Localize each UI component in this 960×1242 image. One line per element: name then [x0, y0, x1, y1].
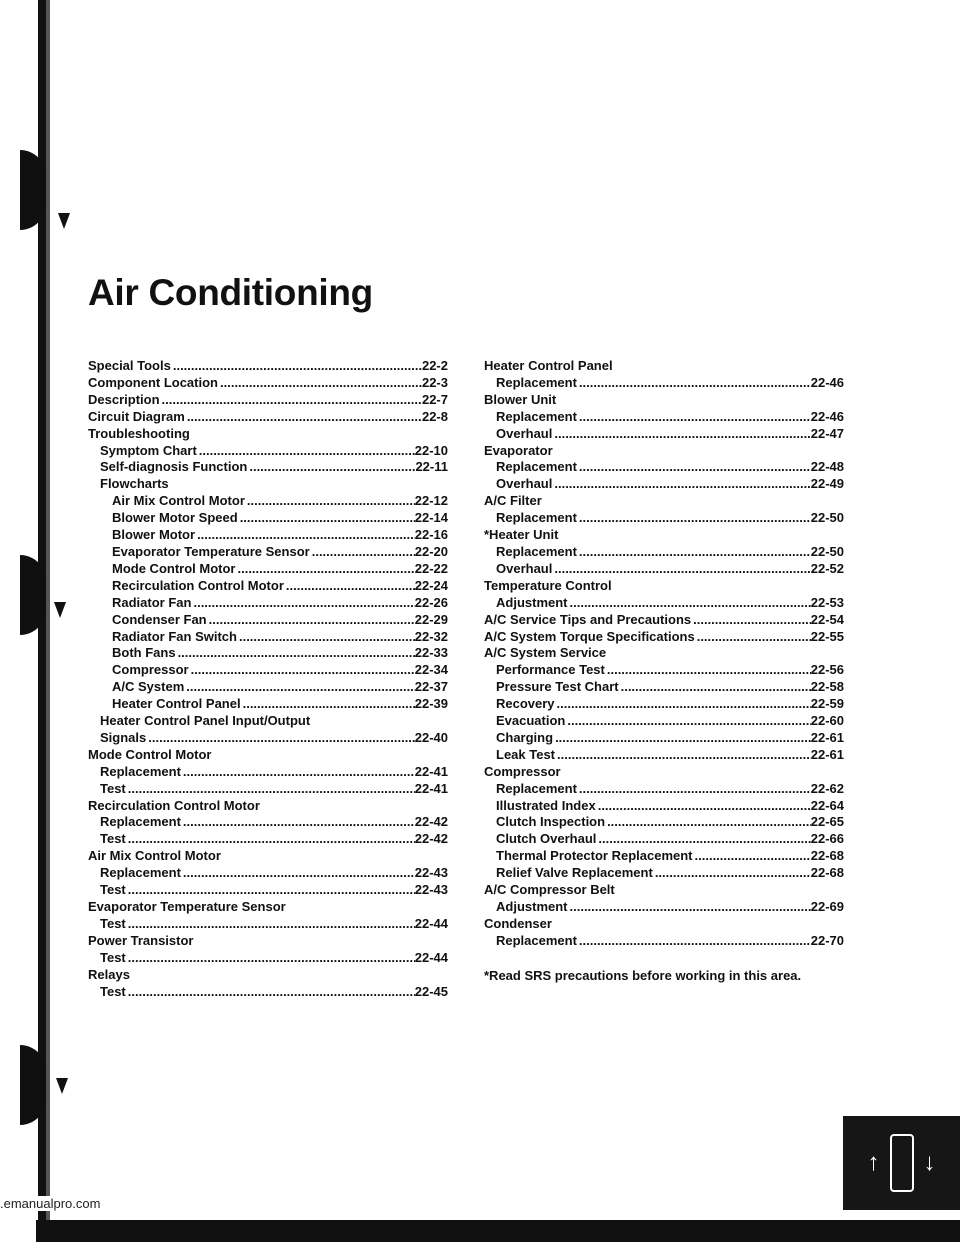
dot-leader	[160, 392, 422, 409]
toc-entry-label: Compressor	[112, 662, 189, 678]
toc-entry-page: 22-39	[414, 696, 448, 712]
toc-entry[interactable]	[88, 612, 448, 629]
toc-entry-page: 22-42	[414, 814, 448, 830]
dot-leader	[619, 679, 811, 696]
toc-entry[interactable]	[88, 662, 448, 679]
up-arrow-icon[interactable]: ↑	[867, 1149, 880, 1176]
dot-leader	[565, 713, 810, 730]
toc-entry[interactable]	[484, 798, 844, 815]
toc-entry-label: A/C System Torque Specifications	[484, 628, 695, 644]
dot-leader	[126, 882, 415, 899]
toc-entry-page: 22-22	[414, 560, 448, 576]
toc-entry-label: Replacement	[100, 814, 181, 830]
dot-leader	[553, 730, 811, 747]
dot-leader	[577, 781, 811, 798]
toc-entry-page: 22-56	[810, 662, 844, 678]
toc-entry[interactable]	[484, 713, 844, 730]
toc-entry-page: 22-44	[414, 915, 448, 931]
toc-entry[interactable]	[88, 375, 448, 392]
toc-heading: Troubleshooting	[88, 425, 190, 441]
toc-entry-page: 22-43	[414, 865, 448, 881]
dot-leader	[181, 814, 415, 831]
dot-leader	[555, 747, 811, 764]
toc-entry[interactable]	[88, 409, 448, 426]
dot-leader	[596, 798, 811, 815]
toc-entry-label: Clutch Overhaul	[496, 831, 597, 847]
toc-entry[interactable]	[484, 595, 844, 612]
toc-entry[interactable]	[88, 595, 448, 612]
toc-entry-page: 22-48	[810, 459, 844, 475]
toc-entry-label: Adjustment	[496, 594, 568, 610]
dot-leader	[577, 933, 811, 950]
dot-leader	[171, 358, 422, 375]
toc-entry[interactable]	[484, 679, 844, 696]
toc-heading: Mode Control Motor	[88, 746, 212, 762]
dot-leader	[235, 561, 414, 578]
dot-leader	[284, 578, 415, 595]
toc-entry-label: Overhaul	[496, 425, 553, 441]
toc-entry-page: 22-68	[810, 848, 844, 864]
toc-entry-label: A/C System	[112, 679, 185, 695]
toc-entry[interactable]	[484, 561, 844, 578]
toc-entry-page: 22-37	[414, 679, 448, 695]
dot-leader	[596, 831, 810, 848]
toc-entry-label: Blower Motor Speed	[112, 510, 238, 526]
dot-leader	[237, 629, 415, 646]
toc-entry-label: Radiator Fan Switch	[112, 628, 237, 644]
toc-entry[interactable]	[484, 662, 844, 679]
toc-entry[interactable]	[484, 747, 844, 764]
toc-heading: Temperature Control	[484, 577, 612, 593]
toc-entry[interactable]	[484, 426, 844, 443]
toc-entry-label: Signals	[100, 729, 147, 745]
toc-entry-label: Condenser Fan	[112, 611, 207, 627]
registration-arrow-icon	[58, 213, 70, 229]
toc-entry-page: 22-61	[810, 746, 844, 762]
toc-entry-page: 22-12	[414, 493, 448, 509]
toc-entry[interactable]	[88, 764, 448, 781]
toc-entry-page: 22-68	[810, 865, 844, 881]
toc-entry-label: Clutch Inspection	[496, 814, 606, 830]
toc-entry[interactable]	[484, 544, 844, 561]
toc-entry-label: A/C Service Tips and Precautions	[484, 611, 692, 627]
toc-entry[interactable]	[88, 544, 448, 561]
toc-heading: Flowcharts	[100, 476, 169, 492]
toc-entry-page: 22-8	[421, 408, 448, 424]
toc-entry-page: 22-42	[414, 831, 448, 847]
toc-entry-label: Replacement	[100, 865, 181, 881]
toc-entry-label: Pressure Test Chart	[496, 679, 619, 695]
toc-entry-label: Test	[100, 831, 126, 847]
toc-entry-label: Replacement	[496, 543, 577, 559]
dot-leader	[218, 375, 422, 392]
dot-leader	[247, 459, 415, 476]
toc-entry-label: Both Fans	[112, 645, 176, 661]
toc-entry-label: Recovery	[496, 696, 555, 712]
toc-entry-label: Circuit Diagram	[88, 408, 185, 424]
toc-entry-label: Charging	[496, 729, 554, 745]
toc-entry-label: Performance Test	[496, 662, 605, 678]
page-title: Air Conditioning	[88, 272, 373, 313]
toc-entry[interactable]	[88, 443, 448, 460]
toc-entry[interactable]	[484, 831, 844, 848]
dot-leader	[181, 865, 415, 882]
registration-arrow-icon	[54, 602, 66, 618]
toc-entry-page: 22-2	[421, 358, 448, 373]
dot-leader	[189, 662, 415, 679]
dot-leader	[126, 781, 415, 798]
dot-leader	[126, 984, 415, 1001]
toc-entry[interactable]	[484, 409, 844, 426]
dot-leader	[605, 814, 811, 831]
toc-entry[interactable]	[88, 984, 448, 1001]
toc-entry-label: Test	[100, 780, 126, 796]
dot-leader	[555, 696, 811, 713]
toc-entry-label: Replacement	[496, 780, 577, 796]
dot-leader	[195, 527, 415, 544]
watermark-url: .emanualpro.com	[0, 1196, 104, 1211]
toc-entry-page: 22-40	[414, 729, 448, 745]
dot-leader	[126, 950, 415, 967]
toc-heading: A/C System Service	[484, 645, 607, 661]
dot-leader	[191, 595, 414, 612]
toc-entry-page: 22-14	[414, 510, 448, 526]
toc-heading: Compressor	[484, 763, 561, 779]
down-arrow-icon[interactable]: ↓	[923, 1149, 936, 1176]
toc-entry[interactable]	[88, 459, 448, 476]
toc-entry[interactable]	[484, 933, 844, 950]
toc-entry-page: 22-69	[810, 899, 844, 914]
toc-entry-label: Thermal Protector Replacement	[496, 848, 693, 864]
dot-leader	[185, 409, 422, 426]
toc-entry[interactable]	[484, 510, 844, 527]
toc-entry[interactable]	[88, 865, 448, 882]
toc-entry-label: Mode Control Motor	[112, 560, 236, 576]
toc-entry-page: 22-33	[414, 645, 448, 661]
toc-entry-page: 22-59	[810, 696, 844, 712]
toc-heading: A/C Compressor Belt	[484, 882, 615, 898]
toc-entry[interactable]	[88, 527, 448, 544]
toc-entry-label: Self-diagnosis Function	[100, 459, 248, 475]
toc-entry-label: Air Mix Control Motor	[112, 493, 245, 509]
toc-entry[interactable]	[484, 781, 844, 798]
dot-leader	[552, 476, 810, 493]
srs-note: *Read SRS precautions before working in this area.	[484, 967, 802, 983]
dot-leader	[176, 645, 415, 662]
dot-leader	[568, 899, 811, 916]
toc-entry-page: 22-46	[810, 374, 844, 390]
toc-entry[interactable]	[484, 730, 844, 747]
toc-entry-page: 22-41	[414, 763, 448, 779]
dot-leader	[552, 561, 810, 578]
dot-leader	[207, 612, 415, 629]
dot-leader	[577, 510, 811, 527]
toc-entry-page: 22-53	[810, 594, 844, 610]
toc-entry[interactable]	[88, 493, 448, 510]
dot-leader	[184, 679, 415, 696]
toc-entry-label: Symptom Chart	[100, 442, 197, 458]
dot-leader	[695, 629, 811, 646]
toc-entry[interactable]	[484, 865, 844, 882]
toc-entry[interactable]	[484, 696, 844, 713]
toc-heading: Evaporator Temperature Sensor	[88, 899, 286, 914]
toc-heading: Recirculation Control Motor	[88, 797, 260, 813]
toc-entry-page: 22-10	[414, 442, 448, 458]
toc-entry-label: Special Tools	[88, 358, 171, 373]
toc-entry-label: Relief Valve Replacement	[496, 865, 653, 881]
toc-entry-page: 22-65	[810, 814, 844, 830]
toc-entry[interactable]	[88, 629, 448, 646]
toc-entry-label: Test	[100, 915, 126, 931]
toc-entry[interactable]	[484, 848, 844, 865]
toc-entry-page: 22-3	[421, 374, 448, 390]
toc-entry-page: 22-70	[810, 932, 844, 948]
toc-heading: Power Transistor	[88, 932, 194, 948]
toc-entry-label: Test	[100, 882, 126, 898]
toc-entry-page: 22-62	[810, 780, 844, 796]
toc-entry[interactable]	[88, 730, 448, 747]
toc-entry[interactable]	[88, 645, 448, 662]
toc-entry-label: Overhaul	[496, 476, 553, 492]
toc-heading: A/C Filter	[484, 493, 542, 509]
toc-entry-label: Overhaul	[496, 560, 553, 576]
toc-entry[interactable]	[88, 392, 448, 409]
toc-heading: *Heater Unit	[484, 527, 559, 543]
toc-heading: Blower Unit	[484, 391, 557, 407]
toc-entry[interactable]	[88, 358, 448, 375]
dot-leader	[310, 544, 415, 561]
toc-entry[interactable]	[88, 882, 448, 899]
toc-entry-page: 22-60	[810, 713, 844, 729]
toc-entry-page: 22-11	[415, 459, 448, 475]
toc-entry[interactable]	[484, 612, 844, 629]
toc-entry[interactable]	[484, 375, 844, 392]
toc-entry-label: Replacement	[496, 408, 577, 424]
toc-entry-page: 22-34	[414, 662, 448, 678]
toc-entry-label: Replacement	[100, 763, 181, 779]
toc-entry-label: Replacement	[496, 374, 577, 390]
dot-leader	[197, 443, 415, 460]
dot-leader	[577, 409, 811, 426]
toc-entry-page: 22-45	[414, 983, 448, 999]
toc-entry-label: Test	[100, 983, 126, 999]
toc-entry[interactable]	[88, 696, 448, 713]
toc-entry-label: Blower Motor	[112, 527, 196, 543]
toc-heading: Heater Control Panel	[484, 358, 613, 373]
toc-entry[interactable]	[88, 814, 448, 831]
toc-entry-page: 22-24	[414, 577, 448, 593]
dot-leader	[568, 595, 811, 612]
dot-leader	[238, 510, 415, 527]
toc-entry-label: Heater Control Panel	[112, 696, 241, 712]
toc-entry-page: 22-46	[810, 408, 844, 424]
toc-entry-page: 22-26	[414, 594, 448, 610]
toc-entry-page: 22-7	[421, 391, 448, 407]
toc-entry-page: 22-50	[810, 510, 844, 526]
toc-entry[interactable]	[484, 899, 844, 916]
toc-entry-label: Test	[100, 949, 126, 965]
toc-entry[interactable]	[88, 578, 448, 595]
toc-heading: Evaporator	[484, 442, 553, 458]
toc-entry-label: Description	[88, 391, 160, 407]
toc-entry-page: 22-58	[810, 679, 844, 695]
toc-entry-label: Radiator Fan	[112, 594, 192, 610]
toc-entry-page: 22-61	[810, 729, 844, 745]
toc-entry[interactable]	[88, 561, 448, 578]
toc-entry-page: 22-32	[414, 628, 448, 644]
toc-entry-label: Evaporator Temperature Sensor	[112, 543, 310, 559]
page-icon	[890, 1134, 914, 1192]
dot-leader	[552, 426, 810, 443]
toc-heading: Relays	[88, 966, 130, 982]
section-nav-box[interactable]	[843, 1116, 960, 1210]
bottom-edge-bar	[36, 1220, 960, 1242]
registration-arrow-icon	[56, 1078, 68, 1094]
toc-entry-label: Adjustment	[496, 899, 568, 914]
toc-entry-page: 22-44	[414, 949, 448, 965]
toc-heading: Air Mix Control Motor	[88, 848, 221, 864]
dot-leader	[691, 612, 811, 629]
toc-entry-page: 22-47	[810, 425, 844, 441]
toc-entry[interactable]	[484, 814, 844, 831]
toc-left-column	[88, 358, 448, 1000]
dot-leader	[577, 544, 811, 561]
dot-leader	[181, 764, 415, 781]
toc-entry-page: 22-64	[810, 797, 844, 813]
toc-entry[interactable]	[88, 950, 448, 967]
toc-heading: Heater Control Panel Input/Output	[100, 713, 311, 729]
dot-leader	[693, 848, 811, 865]
toc-entry-label: Replacement	[496, 510, 577, 526]
toc-entry[interactable]	[484, 459, 844, 476]
toc-heading: Condenser	[484, 915, 552, 931]
toc-entry-page: 22-50	[810, 543, 844, 559]
dot-leader	[126, 831, 415, 848]
dot-leader	[577, 459, 811, 476]
toc-entry[interactable]	[88, 916, 448, 933]
dot-leader	[146, 730, 415, 747]
toc-entry-label: Illustrated Index	[496, 797, 596, 813]
toc-entry-label: Evacuation	[496, 713, 566, 729]
toc-entry[interactable]	[88, 510, 448, 527]
toc-entry[interactable]	[484, 476, 844, 493]
toc-entry[interactable]	[88, 781, 448, 798]
toc-entry[interactable]	[88, 831, 448, 848]
toc-entry-label: Leak Test	[496, 746, 556, 762]
binding-edge-shadow	[46, 0, 50, 1242]
toc-entry-label: Replacement	[496, 932, 577, 948]
toc-entry-page: 22-52	[810, 560, 844, 576]
dot-leader	[577, 375, 811, 392]
toc-entry-page: 22-41	[414, 780, 448, 796]
toc-entry[interactable]	[484, 629, 844, 646]
toc-right-column	[484, 358, 844, 985]
toc-entry-page: 22-43	[414, 882, 448, 898]
toc-entry-label: Replacement	[496, 459, 577, 475]
toc-entry-page: 22-55	[810, 628, 844, 644]
toc-entry-label: Component Location	[88, 374, 218, 390]
dot-leader	[126, 916, 415, 933]
dot-leader	[245, 493, 415, 510]
toc-entry-page: 22-29	[414, 611, 448, 627]
toc-entry-label: Recirculation Control Motor	[112, 577, 284, 593]
toc-entry[interactable]	[88, 679, 448, 696]
toc-entry-page: 22-66	[810, 831, 844, 847]
toc-entry-page: 22-16	[414, 527, 448, 543]
toc-entry-page: 22-54	[810, 611, 844, 627]
dot-leader	[653, 865, 811, 882]
dot-leader	[605, 662, 811, 679]
toc-entry-page: 22-49	[810, 476, 844, 492]
toc-entry-page: 22-20	[414, 543, 448, 559]
dot-leader	[241, 696, 415, 713]
